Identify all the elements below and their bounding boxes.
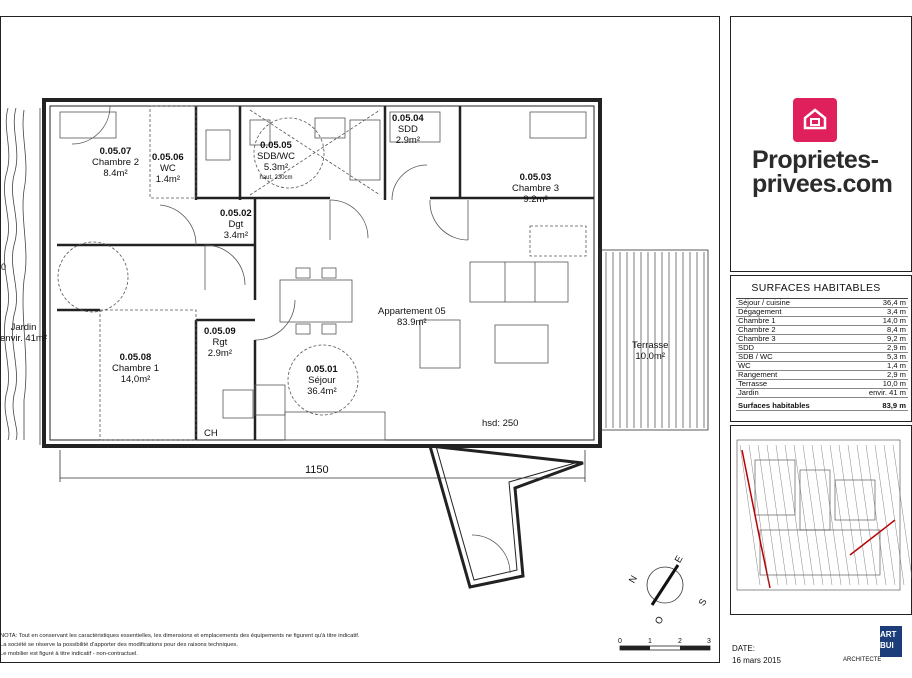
room-label-sdb-wc: 0.05.05 SDB/WC 5.3m² haut. 230cm [257, 140, 295, 181]
left-dimension-label: 0 [1, 262, 7, 272]
logo-badge [793, 98, 837, 142]
surface-row: Rangement 2,9 m [738, 370, 906, 379]
compass-icon [647, 565, 683, 605]
surface-row: Jardin envir. 41 m [738, 388, 906, 397]
compass-n: N [626, 573, 640, 586]
logo-text-line2: privees.com [752, 170, 893, 198]
garden-hedge [4, 108, 40, 445]
dimension-label: 1150 [305, 464, 329, 476]
compass-s: S [696, 597, 710, 608]
room-label-dgt: 0.05.02 Dgt 3.4m² [220, 208, 252, 241]
ch-label: CH [204, 428, 218, 439]
footnote: Le mobilier est figuré à titre indicatif - non-contractuel. [0, 651, 138, 657]
logo-text-line1: Proprietes- [752, 146, 879, 174]
surface-row: Dégagement 3,4 m [738, 307, 906, 316]
garden-label: Jardin envir. 41m² [0, 322, 47, 344]
architect-label: ARCHITECTE [843, 657, 882, 663]
surface-row: Chambre 1 14,0 m [738, 316, 906, 325]
room-label-sejour: 0.05.01 Séjour 36.4m² [306, 364, 338, 397]
room-label-chambre-3: 0.05.03 Chambre 3 9.2m² [512, 172, 559, 205]
room-label-sdd: 0.05.04 SDD 2.9m² [392, 113, 424, 146]
surface-row: Chambre 2 8,4 m [738, 325, 906, 334]
footnotes [0, 632, 610, 659]
compass-o: O [653, 614, 667, 627]
scale-tick: 0 [618, 638, 622, 645]
surface-row: WC 1,4 m [738, 361, 906, 370]
house-icon [793, 98, 837, 142]
surface-row: Terrasse 10,0 m [738, 379, 906, 388]
scale-tick: 2 [678, 638, 682, 645]
footnote: NOTA: Tout en conservant les caractéristiques essentielles, les dimensions et emplacements des équipements ne figurent qu'à titre indicatif. [0, 633, 360, 639]
room-label-rgt: 0.05.09 Rgt 2.9m² [204, 326, 236, 359]
apartment-label: Appartement 05 83.9m² [378, 306, 446, 328]
scale-bar [620, 646, 710, 650]
date-label: DATE: [732, 644, 755, 653]
scale-tick: 3 [707, 638, 711, 645]
site-plan-map [737, 440, 900, 590]
surface-total-row: Surfaces habitables 83,9 m [738, 401, 906, 410]
brand-badge: ART BUI [880, 626, 902, 657]
surfaces-table [736, 298, 908, 411]
terrace-label: Terrasse 10.0m² [632, 340, 669, 362]
scale-tick: 1 [648, 638, 652, 645]
surfaces-title: SURFACES HABITABLES [751, 282, 881, 294]
compass-e: E [672, 554, 686, 565]
room-label-chambre-1: 0.05.08 Chambre 1 14,0m² [112, 352, 159, 385]
hsd-label: hsd: 250 [482, 418, 519, 429]
room-label-wc: 0.05.06 WC 1.4m² [152, 152, 184, 185]
surface-row: Séjour / cuisine 36,4 m [738, 298, 906, 307]
surface-row: Chambre 3 9,2 m [738, 334, 906, 343]
surface-row: SDD 2,9 m [738, 343, 906, 352]
footnote: La société se réserve la possibilité d'apporter des modifications pour des raisons techniques. [0, 642, 238, 648]
date-value: 16 mars 2015 [732, 656, 781, 665]
room-label-chambre-2: 0.05.07 Chambre 2 8.4m² [92, 146, 139, 179]
surface-row: SDB / WC 5,3 m [738, 352, 906, 361]
